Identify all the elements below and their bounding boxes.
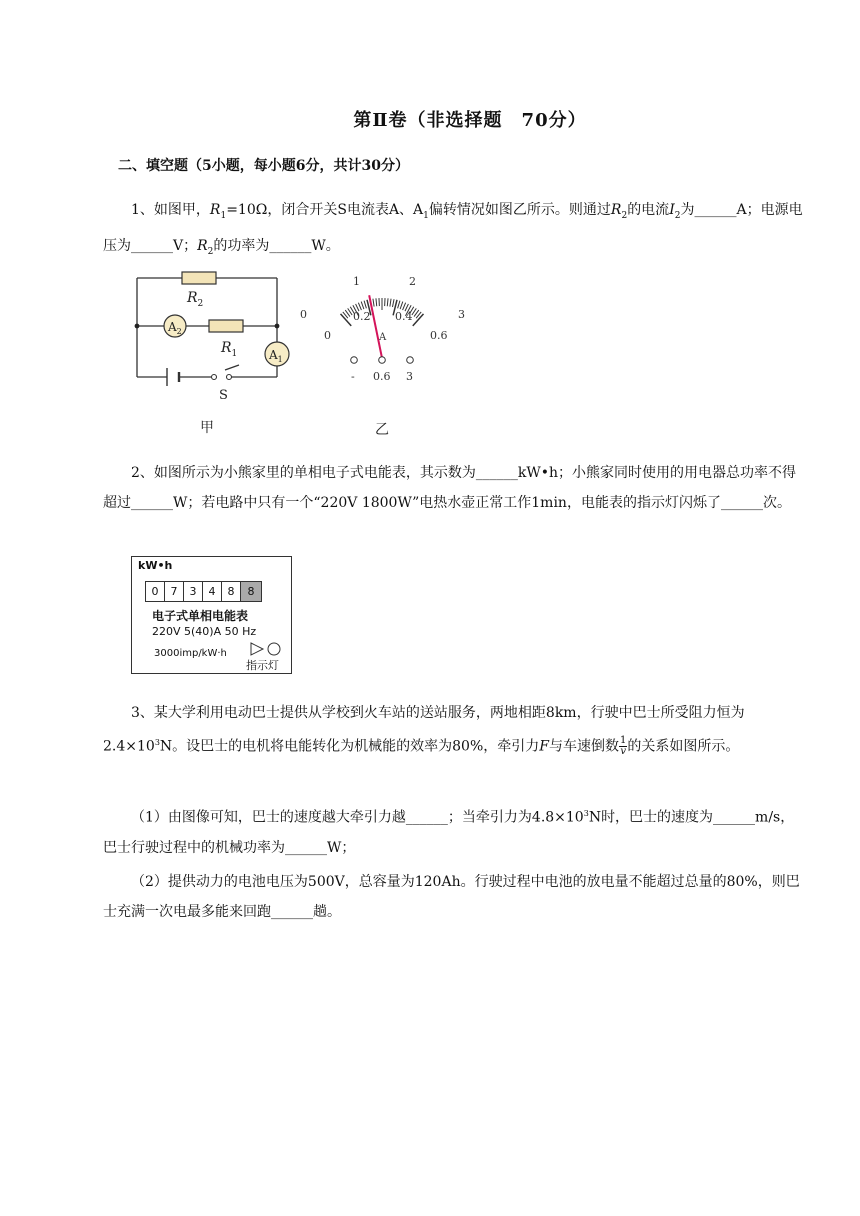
ammeter-tick [358, 303, 361, 310]
meter-digit-2: 7 [165, 582, 184, 601]
q3-var-f: F [539, 738, 549, 755]
ammeter-tick [398, 301, 400, 309]
terminal-negative [351, 357, 358, 364]
q1-text-3: 偏转情况如图乙所示。则通过 [428, 202, 611, 218]
q1-sub-i2: 2 [674, 210, 681, 221]
junction-right [275, 324, 280, 329]
scale-top-0: 0 [300, 308, 307, 321]
ammeter-tick [373, 299, 374, 307]
ammeter-tick [403, 303, 406, 310]
scale-top-3: 3 [458, 308, 465, 321]
question-2: 2、如图所示为小熊家里的单相电子式电能表，其示数为______kW•h；小熊家同时使用的用电器总功率不得超过______W；若电路中只有一个“220V 1800W”电热水壶正常工作1min，电能表的指示灯闪烁了______次。 [103, 465, 797, 511]
q1-text-2: =10Ω，闭合开关S电流表A、A [226, 202, 424, 218]
q3-sub1-text-a: （1）由图像可知，巴士的速度越大牵引力越______；当牵引力为4.8×10 [131, 809, 584, 826]
scale-top-1: 1 [353, 275, 360, 288]
q1-var-i2: I [669, 202, 675, 218]
terminal-0-6 [379, 357, 386, 364]
r2-label: $R_2$ [187, 290, 204, 309]
ammeter-unit: A [379, 332, 387, 343]
question-3-part-1 [103, 799, 803, 863]
terminal-label-0-6: 0.6 [373, 370, 391, 383]
question-3-part-2: （2）提供动力的电池电压为500V，总容量为120Ah。行驶过程中电池的放电量不能超过总量的80%，则巴士充满一次电最多能来回跑______趟。 [103, 874, 800, 920]
q3-text-4: 的关系如图所示。 [627, 738, 740, 755]
meter-unit: kW•h [138, 559, 173, 572]
section-heading: 二、填空题（5小题，每小题6分，共计30分） [118, 158, 409, 174]
question-1 [103, 195, 803, 267]
q3-exp-1: 3 [154, 738, 160, 747]
page-title: 第Ⅱ卷（非选择题 70分） [353, 110, 587, 131]
terminal-label-negative: - [351, 370, 355, 383]
junction-left [135, 324, 140, 329]
q1-text-4: 的电流 [627, 202, 670, 218]
terminal-3 [407, 357, 414, 364]
ammeter-tick [361, 302, 364, 310]
scale-bottom-0: 0 [324, 329, 331, 342]
q1-sub-r2: 2 [621, 210, 628, 221]
q1-text-5: 为______A；电源电压为______V； [103, 202, 803, 254]
q1-var-r1: R [209, 202, 221, 218]
meter-digit-6: 8 [241, 582, 261, 601]
ammeter-tick [387, 298, 388, 306]
resistor-r2 [182, 272, 216, 284]
meter-digit-3: 3 [184, 582, 203, 601]
r1-label: $R_1$ [221, 340, 238, 359]
scale-bottom-3: 0.6 [430, 329, 448, 342]
ammeter-dial [296, 268, 476, 443]
switch-label: S [219, 388, 228, 403]
q1-var-r2b: R [197, 237, 208, 254]
q3-text-3: 与车速倒数 [549, 738, 619, 755]
scale-bottom-1: 0.2 [353, 310, 371, 323]
q1-text-6: 的功率为______W。 [213, 237, 340, 254]
scale-bottom-2: 0.4 [395, 310, 413, 323]
q3-text-1: 3、某大学利用电动巴士提供从学校到火车站的送站服务，两地相距8km，行驶中巴士所受阻力恒为2.4×10 [103, 705, 745, 755]
q3-text-2: N。设巴士的电机将电能转化为机械能的效率为80%，牵引力 [159, 738, 540, 755]
terminal-label-3: 3 [406, 370, 413, 383]
meter-imp: 3000imp/kW·h [154, 648, 227, 659]
ammeter-tick [376, 298, 377, 306]
meter-name: 电子式单相电能表 [152, 609, 249, 623]
q1-sub-r1: 1 [220, 210, 227, 221]
indicator-light-icon [249, 641, 285, 657]
caption-yi: 乙 [375, 422, 389, 438]
ammeter-tick [400, 302, 403, 310]
ammeter-tick [390, 299, 391, 307]
caption-jia: 甲 [200, 420, 214, 436]
switch-contact-right [227, 375, 232, 380]
ammeter-tick [364, 301, 366, 309]
q3-exp-2: 3 [583, 809, 589, 818]
switch-contact-left [212, 375, 217, 380]
energy-meter [131, 556, 292, 674]
meter-digit-5: 8 [222, 582, 241, 601]
question-3 [103, 698, 803, 762]
ammeter-tick [392, 299, 394, 307]
q3-sub1-text-b: N时，巴士的速度为______m/s，巴士行驶过程中的机械功率为______W； [103, 809, 795, 856]
a1-label: $A_1$ [269, 348, 283, 364]
q1-text-1: 1、如图甲， [131, 202, 210, 218]
meter-spec: 220V 5(40)A 50 Hz [152, 625, 257, 638]
scale-top-2: 2 [409, 275, 416, 288]
meter-digit-4: 4 [203, 582, 222, 601]
q1-var-r2: R [610, 202, 622, 218]
resistor-r1 [209, 320, 243, 332]
q1-sub-r2b: 2 [207, 246, 214, 257]
meter-digits [145, 581, 262, 602]
a2-label: $A_2$ [168, 320, 182, 336]
ammeter-needle [369, 295, 382, 358]
q3-fraction: $\frac{1}{v}$ [620, 735, 627, 758]
circuit-diagram [125, 262, 295, 442]
meter-indicator-label: 指示灯 [246, 659, 279, 672]
meter-digit-1: 0 [146, 582, 165, 601]
q1-sub-a1: 1 [423, 210, 429, 221]
